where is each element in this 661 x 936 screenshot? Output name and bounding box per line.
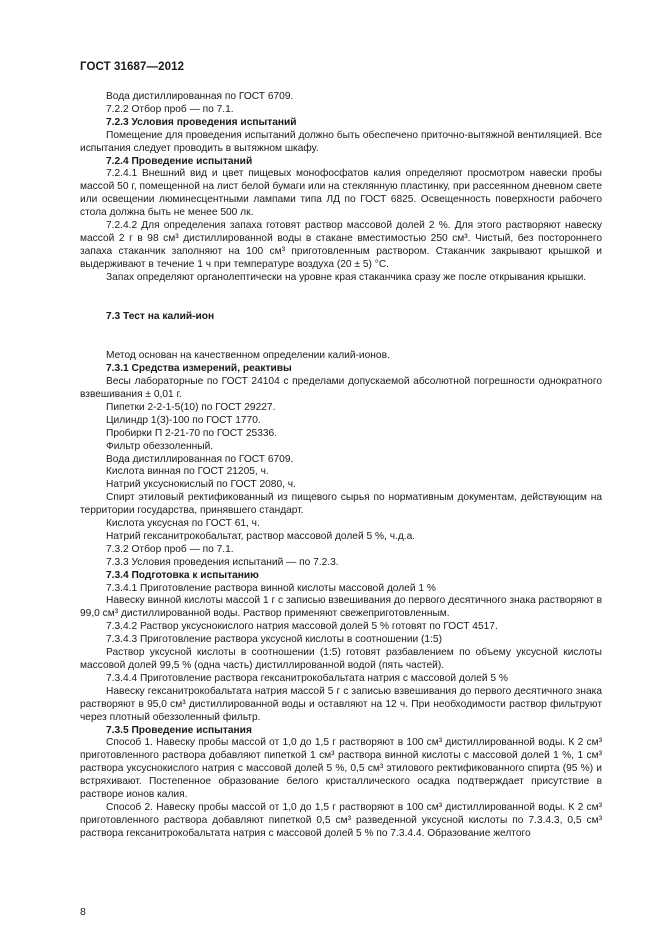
paragraph: Кислота винная по ГОСТ 21205, ч. bbox=[106, 466, 269, 478]
paragraph: Вода дистиллированная по ГОСТ 6709. bbox=[106, 91, 294, 102]
paragraph: 7.3.4.3 Приготовление раствора уксусной кислоты в соотношении (1:5) bbox=[106, 634, 442, 646]
paragraph: Вода дистиллированная по ГОСТ 6709. bbox=[106, 453, 294, 465]
paragraph: Пипетки 2-2-1-5(10) по ГОСТ 29227. bbox=[106, 401, 276, 413]
section-heading: 7.2.3 Условия проведения испытаний bbox=[106, 116, 297, 128]
paragraph: 7.2.4.2 Для определения запаха готовят раствор массовой долей 2 %. Для этого растворяют навеску массой 2 г в 98 см³ дистиллированной воды в стакане вместимостью 250 см³. Чистый, без постороннего запаха стаканчик заполняют на 100 см³ приготовленным раствором. Стаканчик закрывают крышкой и выдерживают в течение 1 ч при температуре воздуха (20 ± 5) °С. bbox=[80, 220, 602, 270]
paragraph: Раствор уксусной кислоты в соотношении (1:5) готовят разбавлением по объему уксусной кислоты массовой долей 99,5 % (одна часть) дистиллированной водой (пять частей). bbox=[80, 647, 602, 671]
paragraph: Спирт этиловый ректификованный из пищевого сырья по нормативным документам, действующим на территории государства, принявшего стандарт. bbox=[80, 492, 602, 517]
paragraph: 7.2.4.1 Внешний вид и цвет пищевых монофосфатов калия определяют просмотром навески пробы массой 50 г, помещенной на лист белой бумаги или на стеклянную пластинку, при рассеянном дневном свете или освещении люминесцентными лампами типа ЛД по ГОСТ 6825. Освещенность поверхности рабочего стола должна быть не менее 500 лк. bbox=[80, 168, 602, 219]
paragraph: 7.3.4.1 Приготовление раствора винной кислоты массовой долей 1 % bbox=[106, 582, 436, 594]
paragraph: Навеску гексанитрокобальтата натрия массой 5 г с записью взвешивания до первого десятичного знака растворяют в 95,0 см³ дистиллированной воды и оставляют на 12 ч. При необходимости раствор фильтруют через плотный обеззоленный фильтр. bbox=[80, 685, 602, 723]
paragraph: Цилиндр 1(3)-100 по ГОСТ 1770. bbox=[106, 414, 261, 426]
paragraph: 7.3.2 Отбор проб — по 7.1. bbox=[106, 543, 234, 555]
document-body bbox=[80, 91, 602, 841]
paragraph: Способ 2. Навеску пробы массой от 1,0 до 1,5 г растворяют в 100 см³ дистиллированной воды. К 2 см³ приготовленного раствора добавляют пипеткой 0,5 см³ разведенной уксусной кислоты по 7.3.4.3, 0,5 см³ раствора гексанитрокобальтата натрия с массовой долей 5 % по 7.3.4.4. Образование желтого bbox=[80, 801, 602, 839]
paragraph: Натрий гексанитрокобальтат, раствор массовой долей 5 %, ч.д.а. bbox=[106, 530, 416, 542]
paragraph-spacer bbox=[80, 295, 602, 301]
paragraph: Метод основан на качественном определении калий-ионов. bbox=[106, 350, 390, 362]
page-number: 8 bbox=[80, 906, 86, 918]
paragraph: Весы лабораторные по ГОСТ 24104 с пределами допускаемой абсолютной погрешности однократного взвешивания ± 0,01 г. bbox=[80, 376, 602, 400]
section-heading: 7.3.4 Подготовка к испытанию bbox=[106, 569, 259, 581]
paragraph: 7.3.3 Условия проведения испытаний — по 7.2.3. bbox=[106, 556, 339, 568]
section-heading: 7.2.4 Проведение испытаний bbox=[106, 155, 253, 167]
paragraph: Запах определяют органолептически на уровне края стаканчика сразу же после открывания крышки. bbox=[106, 271, 587, 283]
paragraph: Кислота уксусная по ГОСТ 61, ч. bbox=[106, 518, 260, 530]
paragraph: 7.3.4.4 Приготовление раствора гексанитрокобальтата натрия с массовой долей 5 % bbox=[106, 672, 508, 684]
section-heading: 7.3.5 Проведение испытания bbox=[106, 724, 252, 736]
paragraph: Натрий уксуснокислый по ГОСТ 2080, ч. bbox=[106, 479, 296, 491]
paragraph-spacer bbox=[80, 334, 602, 340]
paragraph: Способ 1. Навеску пробы массой от 1,0 до 1,5 г растворяют в 100 см³ дистиллированной воды. К 2 см³ приготовленного раствора добавляют пипеткой 1 см³ раствора винной кислоты с массовой долей 1 %, 1 см³ раствора уксуснокислого натрия с массовой долей 5 %, 0,5 см³ этилового ректификованного спирта (95 %) и встряхивают. Постепенное образование белого кристаллического осадка подтверждает присутствие в растворе ионов калия. bbox=[80, 737, 602, 801]
paragraph: Пробирки П 2-21-70 по ГОСТ 25336. bbox=[106, 427, 278, 439]
paragraph: Фильтр обеззоленный. bbox=[106, 440, 214, 452]
paragraph: Помещение для проведения испытаний должно быть обеспечено приточно-вытяжной вентиляцией. Все испытания следует проводить в вытяжном шкафу. bbox=[80, 129, 602, 154]
document-header: ГОСТ 31687—2012 bbox=[80, 61, 185, 73]
paragraph: 7.3.4.2 Раствор уксуснокислого натрия массовой долей 5 % готовят по ГОСТ 4517. bbox=[106, 621, 498, 633]
paragraph: Навеску винной кислоты массой 1 г с записью взвешивания до первого десятичного знака растворяют в 99,0 см³ дистиллированной воды. Раствор применяют свежеприготовленным. bbox=[80, 595, 602, 620]
section-heading: 7.3 Тест на калий-ион bbox=[106, 310, 215, 322]
section-heading: 7.3.1 Средства измерений, реактивы bbox=[106, 363, 292, 375]
paragraph: 7.2.2 Отбор проб — по 7.1. bbox=[106, 103, 234, 115]
